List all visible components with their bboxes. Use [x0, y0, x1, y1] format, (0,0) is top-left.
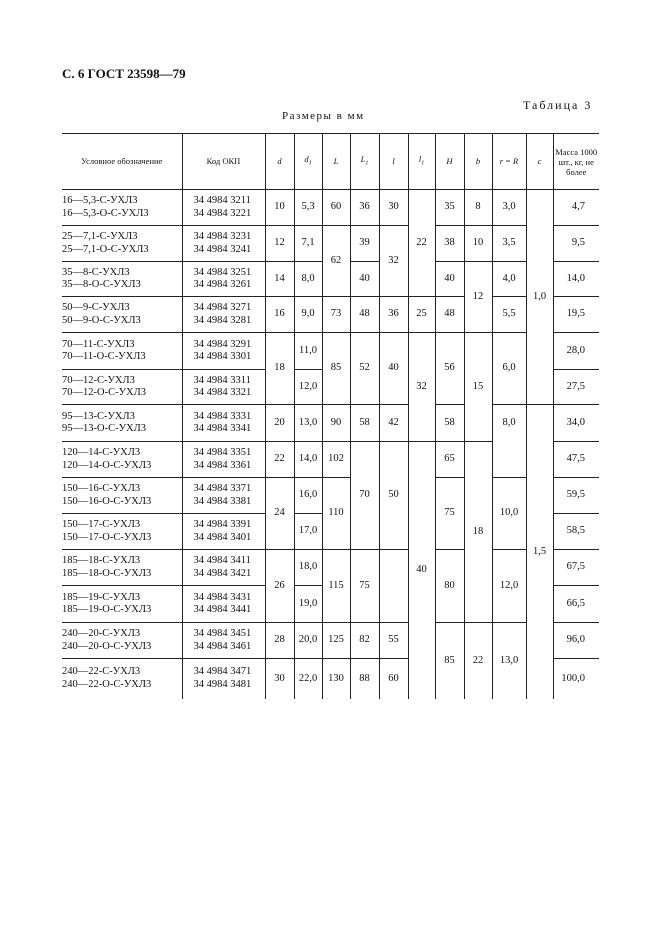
mass-cell: 34,0 [553, 405, 599, 442]
table-row [62, 226, 599, 262]
L-cell: 125 [322, 623, 350, 659]
designation-cell [62, 442, 182, 478]
okp-1: 34 4984 3371 [193, 483, 252, 494]
l-cell: 50 [379, 442, 408, 550]
designation-2: 240—22-О-С-УХЛ3 [62, 678, 152, 690]
mass-cell: 19,5 [553, 297, 599, 333]
b-cell: 10 [464, 226, 492, 262]
table-row [62, 333, 599, 370]
okp-2: 34 4984 3341 [193, 423, 252, 434]
designation-cell [62, 550, 182, 586]
designation-1: 70—12-С-УХЛ3 [62, 374, 135, 386]
table-row [62, 405, 599, 442]
designation-1: 25—7,1-С-УХЛ3 [62, 231, 138, 242]
designation-cell [62, 514, 182, 550]
okp-1: 34 4984 3211 [193, 195, 251, 206]
table-row [62, 297, 599, 333]
okp-2: 34 4984 3301 [193, 351, 252, 362]
okp-1: 34 4984 3351 [193, 447, 252, 458]
okp-1: 34 4984 3251 [193, 266, 252, 278]
col-L: L [322, 134, 350, 190]
rR-cell: 12,0 [492, 550, 526, 623]
rR-cell: 10,0 [492, 478, 526, 550]
designation-1: 16—5,3-С-УХЛ3 [62, 195, 138, 206]
designation-1: 120—14-С-УХЛ3 [62, 447, 141, 458]
okp-2: 34 4984 3261 [193, 279, 252, 290]
okp-2: 34 4984 3421 [193, 567, 252, 579]
table-row [62, 550, 599, 586]
l-cell: 42 [379, 405, 408, 442]
d1-cell: 8,0 [294, 262, 322, 297]
c-cell: 1,5 [526, 405, 553, 699]
mass-cell: 28,0 [553, 333, 599, 370]
okp-cell [182, 659, 265, 699]
col-mass: Масса 1000 шт., кг, не более [553, 134, 599, 190]
okp-2: 34 4984 3241 [193, 243, 252, 255]
rR-cell: 4,0 [492, 262, 526, 297]
okp-cell [182, 478, 265, 514]
l-cell: 55 [379, 623, 408, 659]
l-cell [379, 550, 408, 623]
L-cell: 130 [322, 659, 350, 699]
designation-cell [62, 659, 182, 699]
okp-cell [182, 623, 265, 659]
okp-cell [182, 297, 265, 333]
L1-cell: 36 [350, 190, 379, 226]
mass-cell: 59,5 [553, 478, 599, 514]
designation-2: 120—14-О-С-УХЛ3 [62, 459, 152, 471]
d1-cell: 12,0 [294, 370, 322, 405]
b-cell: 8 [464, 190, 492, 226]
d1-cell: 17,0 [294, 514, 322, 550]
mass-cell: 58,5 [553, 514, 599, 550]
H-cell: 65 [435, 442, 464, 478]
col-c: c [526, 134, 553, 190]
designation-2: 150—17-О-С-УХЛ3 [62, 531, 152, 543]
okp-cell [182, 550, 265, 586]
table-row [62, 190, 599, 226]
H-cell: 40 [435, 262, 464, 297]
L1-cell: 88 [350, 659, 379, 699]
designation-2: 70—12-О-С-УХЛ3 [62, 387, 146, 398]
d1-cell: 7,1 [294, 226, 322, 262]
col-designation: Условное обозначение [62, 134, 182, 190]
L-cell: 73 [322, 297, 350, 333]
d1-cell: 11,0 [294, 333, 322, 370]
d-cell: 22 [265, 442, 294, 478]
designation-1: 185—18-С-УХЛ3 [62, 555, 141, 566]
okp-1: 34 4984 3471 [193, 666, 252, 678]
L1-cell: 75 [350, 550, 379, 623]
mass-cell: 66,5 [553, 586, 599, 623]
l1-cell: 40 [408, 442, 435, 699]
L1-cell: 70 [350, 442, 379, 550]
col-d: d [265, 134, 294, 190]
okp-1: 34 4984 3311 [193, 374, 251, 386]
rR-cell: 3,0 [492, 190, 526, 226]
b-cell: 18 [464, 442, 492, 623]
col-okp: Код ОКП [182, 134, 265, 190]
okp-2: 34 4984 3441 [193, 604, 252, 615]
mass-cell: 47,5 [553, 442, 599, 478]
okp-1: 34 4984 3271 [193, 302, 252, 313]
l1-cell: 22 [408, 190, 435, 297]
H-cell: 48 [435, 297, 464, 333]
L1-cell: 52 [350, 333, 379, 405]
rR-cell: 8,0 [492, 405, 526, 442]
L-cell: 60 [322, 190, 350, 226]
designation-cell [62, 586, 182, 623]
okp-1: 34 4984 3331 [193, 410, 252, 422]
L1-cell: 58 [350, 405, 379, 442]
rR-cell [492, 442, 526, 478]
L-cell: 62 [322, 226, 350, 297]
designation-2: 25—7,1-О-С-УХЛ3 [62, 243, 149, 255]
okp-1: 34 4984 3431 [193, 591, 252, 603]
H-cell: 35 [435, 190, 464, 226]
d-cell: 26 [265, 550, 294, 623]
col-d1 [294, 134, 322, 190]
col-l1-label: l [418, 153, 422, 164]
d-cell: 18 [265, 333, 294, 405]
designation-2: 185—19-О-С-УХЛ3 [62, 604, 152, 615]
okp-cell [182, 190, 265, 226]
L1-cell: 48 [350, 297, 379, 333]
col-d1-sub: 1 [308, 160, 312, 167]
col-L1-label: L [360, 153, 366, 164]
designation-2: 95—13-О-С-УХЛ3 [62, 423, 146, 434]
b-cell: 15 [464, 333, 492, 442]
H-cell: 38 [435, 226, 464, 262]
d1-cell: 19,0 [294, 586, 322, 623]
d1-cell: 16,0 [294, 478, 322, 514]
designation-2: 50—9-О-С-УХЛ3 [62, 314, 141, 326]
okp-cell [182, 442, 265, 478]
okp-1: 34 4984 3391 [193, 519, 252, 530]
table-row [62, 442, 599, 478]
okp-cell [182, 262, 265, 297]
l-cell: 36 [379, 297, 408, 333]
okp-1: 34 4984 3231 [193, 231, 252, 242]
table-header-row [62, 134, 599, 190]
b-cell: 22 [464, 623, 492, 699]
mass-cell: 14,0 [553, 262, 599, 297]
mass-cell: 100,0 [553, 659, 599, 699]
designation-cell [62, 190, 182, 226]
okp-2: 34 4984 3381 [193, 495, 252, 507]
rR-cell: 6,0 [492, 333, 526, 405]
table-number: Таблица 3 [523, 98, 593, 112]
d1-cell: 5,3 [294, 190, 322, 226]
L-cell: 110 [322, 478, 350, 550]
L1-cell: 40 [350, 262, 379, 297]
designation-cell [62, 333, 182, 370]
l-cell: 30 [379, 190, 408, 226]
okp-2: 34 4984 3321 [193, 387, 252, 398]
H-cell: 80 [435, 550, 464, 623]
l1-cell: 32 [408, 333, 435, 442]
col-H: H [435, 134, 464, 190]
b-cell: 12 [464, 262, 492, 333]
H-cell: 58 [435, 405, 464, 442]
d1-cell: 20,0 [294, 623, 322, 659]
okp-2: 34 4984 3461 [193, 640, 252, 652]
designation-1: 185—19-С-УХЛ3 [62, 591, 141, 603]
col-L1-sub: 1 [365, 160, 369, 167]
c-cell: 1,0 [526, 190, 553, 405]
designation-2: 240—20-О-С-УХЛ3 [62, 640, 152, 652]
col-L1 [350, 134, 379, 190]
designation-2: 150—16-О-С-УХЛ3 [62, 495, 152, 507]
okp-cell [182, 333, 265, 370]
col-l1-sub: 1 [421, 160, 425, 167]
okp-2: 34 4984 3221 [193, 207, 252, 219]
designation-1: 50—9-С-УХЛ3 [62, 302, 130, 313]
d1-cell: 9,0 [294, 297, 322, 333]
designation-cell [62, 262, 182, 297]
L1-cell: 82 [350, 623, 379, 659]
d1-cell: 18,0 [294, 550, 322, 586]
mass-cell: 9,5 [553, 226, 599, 262]
designation-2: 16—5,3-О-С-УХЛ3 [62, 207, 149, 219]
l-cell: 40 [379, 333, 408, 405]
designation-1: 35—8-С-УХЛ3 [62, 266, 130, 278]
d-cell: 12 [265, 226, 294, 262]
designation-1: 150—16-С-УХЛ3 [62, 483, 141, 494]
d-cell: 30 [265, 659, 294, 699]
rR-cell: 5,5 [492, 297, 526, 333]
l-cell: 32 [379, 226, 408, 297]
table-row [62, 623, 599, 659]
designation-cell [62, 370, 182, 405]
col-b: b [464, 134, 492, 190]
d-cell: 14 [265, 262, 294, 297]
designation-2: 70—11-О-С-УХЛ3 [62, 351, 146, 362]
designation-1: 70—11-С-УХЛ3 [62, 338, 135, 350]
d-cell: 20 [265, 405, 294, 442]
designation-cell [62, 623, 182, 659]
designation-1: 240—20-С-УХЛ3 [62, 628, 141, 639]
rR-cell: 3,5 [492, 226, 526, 262]
okp-cell [182, 586, 265, 623]
sizes-caption: Размеры в мм [282, 110, 365, 122]
okp-cell [182, 514, 265, 550]
d-cell: 28 [265, 623, 294, 659]
mass-cell: 4,7 [553, 190, 599, 226]
okp-cell [182, 370, 265, 405]
okp-cell [182, 226, 265, 262]
okp-1: 34 4984 3411 [193, 555, 251, 566]
okp-2: 34 4984 3281 [193, 314, 252, 326]
designation-cell [62, 226, 182, 262]
designation-cell [62, 405, 182, 442]
designation-2: 35—8-О-С-УХЛ3 [62, 279, 141, 290]
d-cell: 10 [265, 190, 294, 226]
L-cell: 85 [322, 333, 350, 405]
okp-1: 34 4984 3291 [193, 338, 252, 350]
l-cell: 60 [379, 659, 408, 699]
d1-cell: 22,0 [294, 659, 322, 699]
d-cell: 16 [265, 297, 294, 333]
d1-cell: 14,0 [294, 442, 322, 478]
mass-cell: 96,0 [553, 623, 599, 659]
designation-1: 150—17-С-УХЛ3 [62, 519, 141, 530]
okp-1: 34 4984 3451 [193, 628, 252, 639]
page-header: С. 6 ГОСТ 23598—79 [62, 66, 186, 81]
H-cell: 56 [435, 333, 464, 405]
L-cell: 102 [322, 442, 350, 478]
col-rR: r = R [492, 134, 526, 190]
okp-2: 34 4984 3361 [193, 459, 252, 471]
H-cell: 75 [435, 478, 464, 550]
designation-2: 185—18-О-С-УХЛ3 [62, 567, 152, 579]
col-d1-label: d [304, 153, 309, 164]
dimensions-table [62, 133, 599, 699]
designation-cell [62, 478, 182, 514]
mass-cell: 27,5 [553, 370, 599, 405]
L-cell: 90 [322, 405, 350, 442]
col-l1 [408, 134, 435, 190]
designation-cell [62, 297, 182, 333]
L-cell: 115 [322, 550, 350, 623]
designation-1: 95—13-С-УХЛ3 [62, 410, 135, 422]
L1-cell: 39 [350, 226, 379, 262]
designation-1: 240—22-С-УХЛ3 [62, 666, 141, 678]
rR-cell: 13,0 [492, 623, 526, 699]
okp-cell [182, 405, 265, 442]
d-cell: 24 [265, 478, 294, 550]
col-l: l [379, 134, 408, 190]
okp-2: 34 4984 3401 [193, 531, 252, 543]
H-cell: 85 [435, 623, 464, 699]
okp-2: 34 4984 3481 [193, 678, 252, 690]
l1-cell: 25 [408, 297, 435, 333]
table-row [62, 478, 599, 514]
d1-cell: 13,0 [294, 405, 322, 442]
mass-cell: 67,5 [553, 550, 599, 586]
